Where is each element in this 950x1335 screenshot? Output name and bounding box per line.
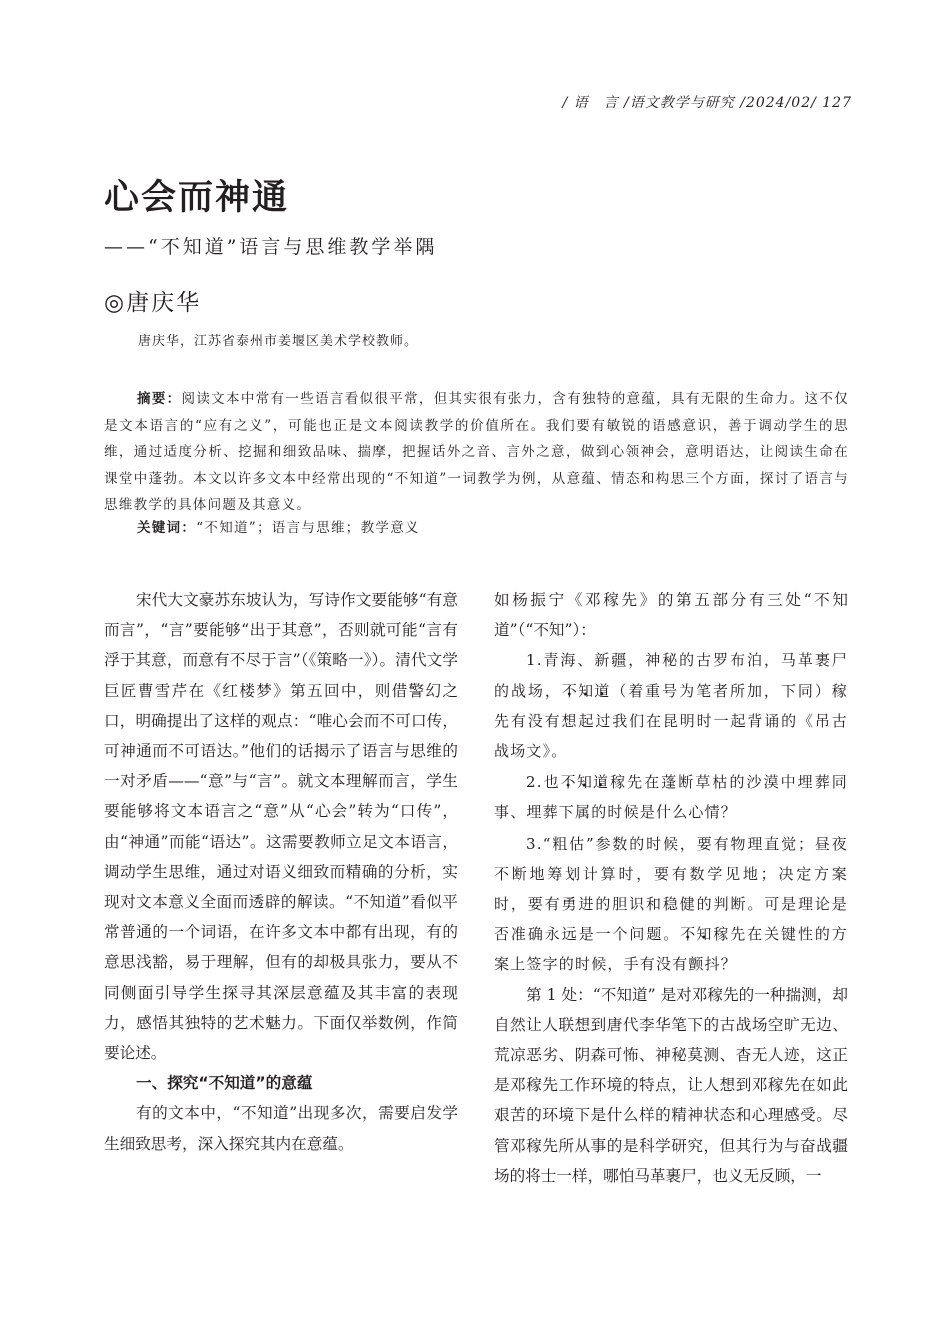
section-heading: 一、探究“不知道”的意蕴: [136, 1074, 313, 1093]
emphasis-char: 知 •: [578, 676, 594, 706]
emphasis-char: 道 •: [593, 767, 609, 797]
example-text: 稼先在关键性的方案上签字的时候，手有没有颤抖？: [494, 925, 848, 974]
keywords-label: 关键词：: [137, 520, 197, 536]
article-title: 心会而神通: [104, 178, 290, 218]
example-text: 3.“粗估”参数的时候，要有物理直觉；昼夜不断地筹划计算时，要有数学见地；决定方案时，要有勇进的胆识和稳健的判断。可是理论是否准确永远是一个问题。: [494, 834, 848, 944]
running-head: / 语 言 /语文教学与研究 /2024/02/ 127: [562, 95, 852, 111]
body-paragraph: 宋代大文豪苏东坡认为，写诗作文要能够“有意而言”，“言”要能够“出于其意”，否则就可能“言有浮于其意，而意有不尽于言”（《策略一》）。清代文学巨匠曹雪芹在《红楼梦》第五回中，则借警幻之口，明确提出了这样的观点：“唯心会而不可口传，可神通而不可语达。”他们的话揭示了语言与思维的一对矛盾——“意”与“言”。就文本理解而言，学生要能够将文本语言之“意”从“心会”转为“口传”，由“神通”而能“语达”。这需要教师立足文本语言，调动学生思维，通过对语义细致而精确的分析，实现对文本意义全面而透辟的解读。“不知道”看似平常普通的一个词语，在许多文本中都有出现，有的意思浅豁，易于理解，但有的却极具张力，要从不同侧面引导学生探寻其深层意蕴及其丰富的表现力，感悟其独特的艺术魅力。下面仅举数例，作简要论述。: [104, 591, 458, 1063]
abstract: [104, 386, 849, 519]
emphasis-char: 不 •: [561, 767, 577, 797]
abstract-label: 摘要：: [137, 391, 182, 407]
abstract-text: 阅读文本中常有一些语言看似很平常，但其实很有张力，含有独特的意蕴，具有无限的生命力。这不仅是文本语言的“应有之义”，可能也正是文本阅读教学的价值所在。我们要有敏锐的语感意识，善于调动学生的思维，通过适度分析、挖掘和细致品味、揣摩，把握话外之音、言外之意，做到心领神会，意明语达，让阅读生命在课堂中蓬勃。本文以许多文本中经常出现的“不知道”一词教学为例，从意蕴、情态和构思三个方面，探讨了语言与思维教学的具体问题及其意义。: [104, 391, 850, 513]
emphasis-char: 不 •: [562, 676, 578, 706]
body-right-column: [494, 585, 848, 1191]
keywords-text: “不知道”；语言与思维；教学意义: [196, 520, 420, 536]
example-text: 稼先在蓬断草枯的沙漠中埋葬同事、埋葬下属的时候是什么心情？: [494, 773, 848, 822]
body-paragraph: 第 1 处：“不知道” 是对邓稼先的一种揣测，却自然让人联想到唐代李华笔下的古战场空旷无边、荒凉恶劣、阴森可怖、神秘莫测、杳无人迹，这正是邓稼先工作环境的特点，让人想到邓稼先在如此艰苦的环境下是什么样的精神状态和心理感受。尽管邓稼先所从事的是科学研究，但其行为与奋战疆场的将士一样，哪怕马革裹尸，也义无反顾，一: [494, 985, 848, 1185]
quoted-example: [494, 829, 848, 980]
example-text: 2.也: [526, 773, 561, 792]
quoted-example: [494, 767, 848, 827]
emphasis-char: 不 •: [680, 919, 696, 949]
emphasis-char: 知 •: [577, 767, 593, 797]
quoted-example: [494, 645, 848, 766]
article-subtitle: ——“不知道”语言与思维教学举隅: [104, 236, 438, 258]
emphasis-char: 知 •: [696, 919, 712, 949]
example-text: 1.青海、新疆，神秘的古罗布泊，马革裹尸的战场，: [494, 651, 848, 700]
emphasis-char: 道 •: [594, 676, 610, 706]
author-name: ◎唐庆华: [104, 290, 202, 316]
example-text: （着重号为笔者所加，下同）稼先有没有想起过我们在昆明时一起背诵的《吊古战场文》。: [494, 681, 848, 761]
author-note: 唐庆华，江苏省泰州市姜堰区美术学校教师。: [138, 334, 419, 349]
body-paragraph: 如杨振宁《邓稼先》的第五部分有三处“不知道”（“不知”）：: [494, 591, 848, 640]
body-left-column: [104, 585, 458, 1159]
keywords: [137, 516, 420, 536]
body-paragraph: 有的文本中，“不知道”出现多次，需要启发学生细致思考，深入探究其内在意蕴。: [104, 1104, 458, 1153]
